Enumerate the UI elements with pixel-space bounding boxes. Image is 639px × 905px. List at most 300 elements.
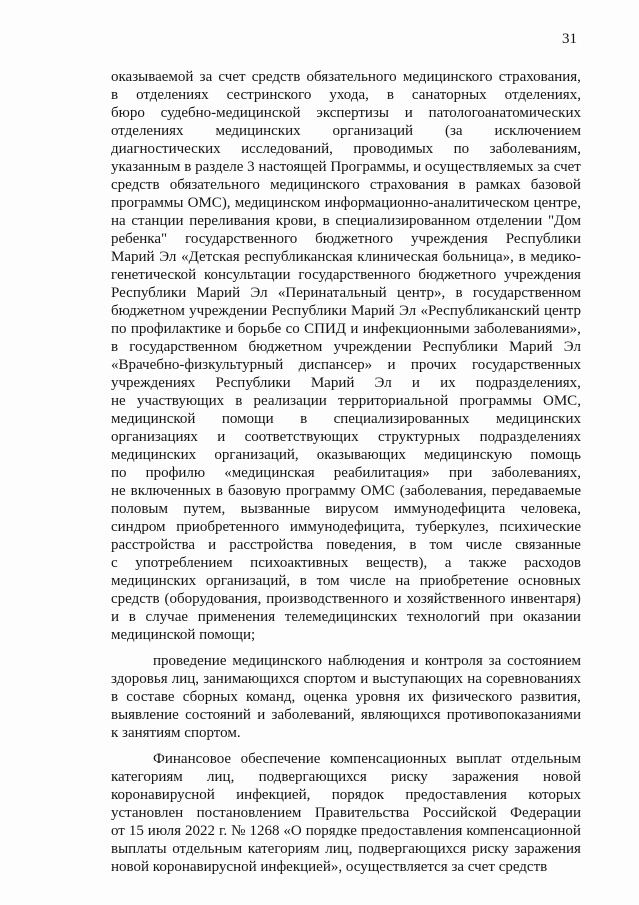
word: в	[215, 483, 224, 499]
word: медицинских	[215, 123, 301, 139]
word: в	[322, 213, 330, 229]
word: страхования,	[498, 69, 581, 85]
word: употреблением	[135, 555, 233, 571]
word: исключением	[494, 123, 581, 139]
word: лиц,	[207, 769, 235, 785]
word: государственного	[298, 267, 411, 283]
word: профилактике	[130, 321, 222, 337]
word: «О	[283, 823, 302, 839]
word: осуществляется	[345, 859, 452, 875]
text-line	[111, 482, 581, 500]
word: отделениях,	[504, 87, 581, 103]
word: занятиям	[122, 725, 185, 741]
word: в	[184, 159, 192, 175]
word: (заболевания,	[399, 483, 487, 499]
word: в	[111, 689, 119, 705]
word: Республики	[111, 285, 187, 301]
word: передаваемые	[491, 483, 581, 499]
text-line	[111, 768, 581, 786]
text-line	[111, 464, 581, 482]
word: реабилитация»	[333, 465, 430, 481]
word: медицинского	[232, 653, 323, 669]
word: Эл	[398, 303, 417, 319]
word: консультации	[204, 267, 291, 283]
word: вирусом	[325, 501, 379, 517]
word: поведения,	[326, 537, 397, 553]
word: ОМС,	[543, 393, 581, 409]
text-line	[111, 428, 581, 446]
word: больница»,	[442, 249, 514, 265]
word: учреждениях	[111, 375, 196, 391]
word: том	[429, 537, 453, 553]
text-line	[111, 392, 581, 410]
text-line	[111, 302, 581, 320]
word: и	[208, 537, 217, 553]
word: информационно-аналитическом	[324, 195, 530, 211]
text-line	[111, 840, 581, 858]
word: заболеваниях,	[491, 465, 581, 481]
word: оказываемой	[111, 69, 194, 85]
word: рамках	[475, 177, 521, 193]
word: их	[408, 689, 424, 705]
text-line	[111, 500, 581, 518]
word: спортом.	[184, 725, 241, 741]
text-line	[111, 410, 581, 428]
word: в	[111, 87, 119, 103]
word: подразделениях	[479, 429, 581, 445]
word: «Детская	[181, 249, 240, 265]
word: диагностических	[111, 141, 221, 157]
word: базовую	[227, 483, 281, 499]
word: проведение	[153, 653, 227, 669]
word: помощи;	[199, 627, 256, 643]
word: уровня	[355, 689, 401, 705]
text-line	[111, 122, 581, 140]
word: заражения	[452, 769, 519, 785]
word: телемедицинских	[284, 609, 398, 625]
word: учреждения	[504, 267, 581, 283]
word: при	[489, 609, 514, 625]
word: 2022	[185, 823, 216, 839]
word: составе	[126, 689, 175, 705]
word: медицинскую	[424, 447, 513, 463]
word: организаций,	[205, 573, 291, 589]
word: также	[469, 555, 507, 571]
word: и	[411, 375, 420, 391]
word: в	[300, 411, 308, 427]
word: Программы,	[330, 159, 410, 175]
word: расстройства	[111, 537, 195, 553]
word: центре,	[533, 195, 581, 211]
word: медицинских	[495, 411, 581, 427]
text-line	[111, 786, 581, 804]
text-line	[111, 858, 581, 876]
text-line	[111, 554, 581, 572]
word: государственном	[129, 339, 238, 355]
word: коронавирусной	[152, 859, 261, 875]
word: «Врачебно-физкультурный	[111, 357, 284, 373]
word: средств	[111, 177, 160, 193]
word: программы	[111, 195, 184, 211]
word: диспансер»	[298, 357, 373, 373]
word: в	[128, 609, 136, 625]
paragraph-gap	[111, 742, 581, 750]
word: инфекцией,	[236, 787, 311, 803]
word: оказании	[523, 609, 581, 625]
word: Республики	[505, 231, 581, 247]
text-line	[111, 688, 581, 706]
text-line	[111, 804, 581, 822]
word: исследований,	[241, 141, 333, 157]
word: половым	[111, 501, 168, 517]
text-line	[111, 284, 581, 302]
text-line	[111, 608, 581, 626]
word: с	[111, 555, 118, 571]
word: Эл	[563, 339, 581, 355]
word: Российской	[422, 805, 497, 821]
word: за	[537, 159, 550, 175]
word: Финансовое	[153, 751, 232, 767]
word: Марий	[111, 249, 155, 265]
word: медицинской	[111, 627, 200, 643]
word: в	[111, 339, 119, 355]
text-line	[111, 706, 581, 724]
word: медицинских	[111, 573, 197, 589]
word: ОМС	[360, 483, 395, 499]
word: средств	[251, 69, 301, 85]
word: Республики	[422, 339, 498, 355]
word: участвующих	[136, 393, 225, 409]
word: выплат	[456, 751, 502, 767]
word: специализированном	[335, 213, 471, 229]
word: «медицинская	[224, 465, 315, 481]
word: №	[231, 823, 246, 839]
word: выступающих	[372, 671, 464, 687]
word: по	[453, 141, 470, 157]
word: Марий	[351, 303, 395, 319]
word: установлен	[111, 805, 184, 821]
word: компенсационных	[329, 751, 447, 767]
word: и	[217, 429, 226, 445]
text-line	[111, 724, 581, 742]
text-line	[111, 750, 581, 768]
word: путем,	[183, 501, 226, 517]
word: и	[360, 671, 369, 687]
word: и	[410, 653, 419, 669]
word: в	[386, 87, 394, 103]
word: 3	[247, 159, 255, 175]
text-line	[111, 158, 581, 176]
word: от	[111, 823, 125, 839]
word: клиническая	[357, 249, 439, 265]
text-line	[111, 670, 581, 688]
word: в	[458, 177, 466, 193]
word: контроля	[424, 653, 483, 669]
word: не	[111, 393, 126, 409]
text-line	[111, 212, 581, 230]
paragraph	[111, 68, 581, 644]
word: вызванные	[240, 501, 311, 517]
page-number: 31	[562, 31, 577, 47]
word: помощи	[221, 411, 274, 427]
word: настоящей	[258, 159, 327, 175]
word: спортом	[303, 671, 357, 687]
word: и	[387, 357, 396, 373]
word: в	[455, 285, 463, 301]
word: применения	[197, 609, 276, 625]
word: отделении	[476, 213, 543, 229]
word: за	[451, 859, 468, 875]
word: специализированных	[333, 411, 470, 427]
word: программы	[459, 393, 532, 409]
text-line	[111, 266, 581, 284]
word: Марий	[509, 339, 553, 355]
word: разделе	[195, 159, 244, 175]
word: Правительства	[314, 805, 410, 821]
word: медицинском	[234, 195, 321, 211]
word: наблюдения	[327, 653, 406, 669]
word: указанным	[111, 159, 181, 175]
word: заражения	[514, 841, 581, 857]
text-line	[111, 230, 581, 248]
word: бюро	[111, 105, 145, 121]
word: Федерации	[510, 805, 581, 821]
word: производственного	[266, 591, 389, 607]
word: (за	[444, 123, 463, 139]
word: соответствующих	[244, 429, 359, 445]
word: со	[285, 321, 300, 337]
word: ОМС),	[187, 195, 231, 211]
word: их	[440, 375, 456, 391]
word: инфекцией»,	[260, 859, 346, 875]
word: новой	[542, 769, 581, 785]
word: на	[395, 573, 411, 589]
word: патологоанатомических	[428, 105, 581, 121]
text-line	[111, 176, 581, 194]
word: "Дом	[547, 213, 581, 229]
word: в	[235, 393, 243, 409]
word: средств	[498, 859, 548, 875]
word: бюджетного	[315, 231, 394, 247]
word: являющихся	[360, 707, 441, 723]
word: медицинских	[111, 447, 197, 463]
paragraph	[111, 652, 581, 742]
word: категориям	[247, 841, 320, 857]
word: учреждения	[411, 231, 488, 247]
word: предоставления	[360, 823, 463, 839]
word: профилю	[145, 465, 206, 481]
word: государственного	[185, 231, 298, 247]
word: заболеваниям,	[489, 141, 581, 157]
word: новой	[111, 859, 153, 875]
word: учреждении	[333, 339, 412, 355]
word: (оборудования,	[164, 591, 262, 607]
word: «Республиканский	[420, 303, 540, 319]
word: к	[111, 725, 123, 741]
word: лиц,	[171, 671, 200, 687]
word: г.	[218, 823, 228, 839]
word: противопоказаниями	[446, 707, 581, 723]
word: не	[111, 483, 126, 499]
word: технологий	[407, 609, 481, 625]
word: включенных	[130, 483, 211, 499]
word: в	[299, 573, 307, 589]
word: соревнованиях	[486, 671, 581, 687]
word: структурных	[377, 429, 461, 445]
word: бюджетном	[248, 339, 323, 355]
text-line	[111, 822, 581, 840]
word: бюджетном	[111, 303, 185, 319]
text-line	[111, 374, 581, 392]
word: Республики	[215, 375, 291, 391]
word: программу	[285, 483, 356, 499]
word: на	[467, 671, 482, 687]
word: и	[225, 321, 234, 337]
word: реализации	[253, 393, 327, 409]
word: оказывающих	[316, 447, 406, 463]
word: туберкулез,	[415, 519, 489, 535]
word: обязательного	[306, 69, 397, 85]
word: центр	[544, 303, 581, 319]
word: счет	[467, 859, 499, 875]
word: счет	[553, 159, 581, 175]
word: отдельным	[172, 841, 243, 857]
word: расходов	[524, 555, 581, 571]
word: на	[111, 213, 126, 229]
word: организациях	[111, 429, 198, 445]
text-line	[111, 356, 581, 374]
word: иммунодефицита,	[289, 519, 405, 535]
word: республиканская	[244, 249, 353, 265]
word: прочих	[410, 357, 457, 373]
word: постановлением	[196, 805, 302, 821]
word: а	[444, 555, 452, 571]
word: обеспечение	[240, 751, 321, 767]
word: крови,	[275, 213, 317, 229]
word: приобретение	[419, 573, 509, 589]
word: обязательного	[169, 177, 260, 193]
word: оценка	[303, 689, 348, 705]
word: бюджетного	[418, 267, 497, 283]
word: в	[409, 537, 417, 553]
word: инфекционными	[362, 321, 470, 337]
word: лиц,	[325, 841, 353, 857]
text-line	[111, 194, 581, 212]
word: отделениях	[136, 87, 209, 103]
word: Эл	[374, 375, 392, 391]
text-line	[111, 572, 581, 590]
word: которых	[528, 787, 581, 803]
word: и	[257, 707, 266, 723]
word: медицинского	[270, 177, 360, 193]
word: в	[518, 249, 526, 265]
word: государственном	[472, 285, 581, 301]
word: том	[316, 573, 340, 589]
word: по	[111, 465, 127, 481]
word: подразделениях,	[475, 375, 581, 391]
word: связанные	[515, 537, 581, 553]
word: проводимых	[353, 141, 434, 157]
word: за	[199, 69, 213, 85]
word: экспертизы	[316, 105, 389, 121]
word: сестринского	[226, 87, 312, 103]
word: по	[111, 321, 127, 337]
text-line	[111, 68, 581, 86]
word: Эл	[159, 249, 177, 265]
word: базовой	[530, 177, 581, 193]
word: и	[350, 321, 359, 337]
word: Марий	[310, 375, 355, 391]
word: психические	[499, 519, 581, 535]
word: помощь	[530, 447, 581, 463]
word: СПИД	[304, 321, 347, 337]
word: июля	[147, 823, 182, 839]
word: иммунодефицита	[394, 501, 506, 517]
word: порядок	[331, 787, 385, 803]
word: «Перинатальный	[277, 285, 387, 301]
word: подвергающихся	[258, 769, 367, 785]
word: подвергающихся	[358, 841, 467, 857]
text-line	[111, 338, 581, 356]
word: страхования	[369, 177, 449, 193]
text-line	[111, 518, 581, 536]
word: коронавирусной	[111, 787, 215, 803]
word: Марий	[196, 285, 241, 301]
word: санаторных	[411, 87, 487, 103]
word: состояний	[185, 707, 251, 723]
word: предоставления	[405, 787, 507, 803]
word: переливания	[189, 213, 271, 229]
text-line	[111, 86, 581, 104]
word: счет	[218, 69, 246, 85]
word: за	[488, 653, 502, 669]
word: случае	[145, 609, 189, 625]
word: занимающихся	[203, 671, 300, 687]
word: выплаты	[111, 841, 167, 857]
text-line	[111, 248, 581, 266]
word: приобретенного	[176, 519, 280, 535]
word: расстройства	[229, 537, 314, 553]
text-line	[111, 626, 581, 644]
word: и	[413, 159, 422, 175]
word: состоянием	[507, 653, 581, 669]
word: борьбе	[237, 321, 282, 337]
word: категориям	[111, 769, 183, 785]
text-line	[111, 320, 581, 338]
word: риску	[471, 841, 509, 857]
word: станции	[131, 213, 184, 229]
word: генетической	[111, 267, 197, 283]
word: организаций,	[214, 447, 299, 463]
word: и	[404, 105, 413, 121]
text-line	[111, 104, 581, 122]
text-line	[111, 536, 581, 554]
word: риску	[391, 769, 428, 785]
text-line	[111, 140, 581, 158]
word: Эл	[250, 285, 268, 301]
word: и	[111, 609, 120, 625]
word: компенсационной	[466, 823, 581, 839]
word: отделениях	[111, 123, 184, 139]
word: порядке	[305, 823, 357, 839]
word: веществ),	[365, 555, 428, 571]
word: заболеваниями»,	[473, 321, 581, 337]
paragraph	[111, 750, 581, 876]
word: развития,	[520, 689, 581, 705]
word: территориальной	[338, 393, 449, 409]
word: 1268	[249, 823, 280, 839]
word: психоактивных	[250, 555, 349, 571]
